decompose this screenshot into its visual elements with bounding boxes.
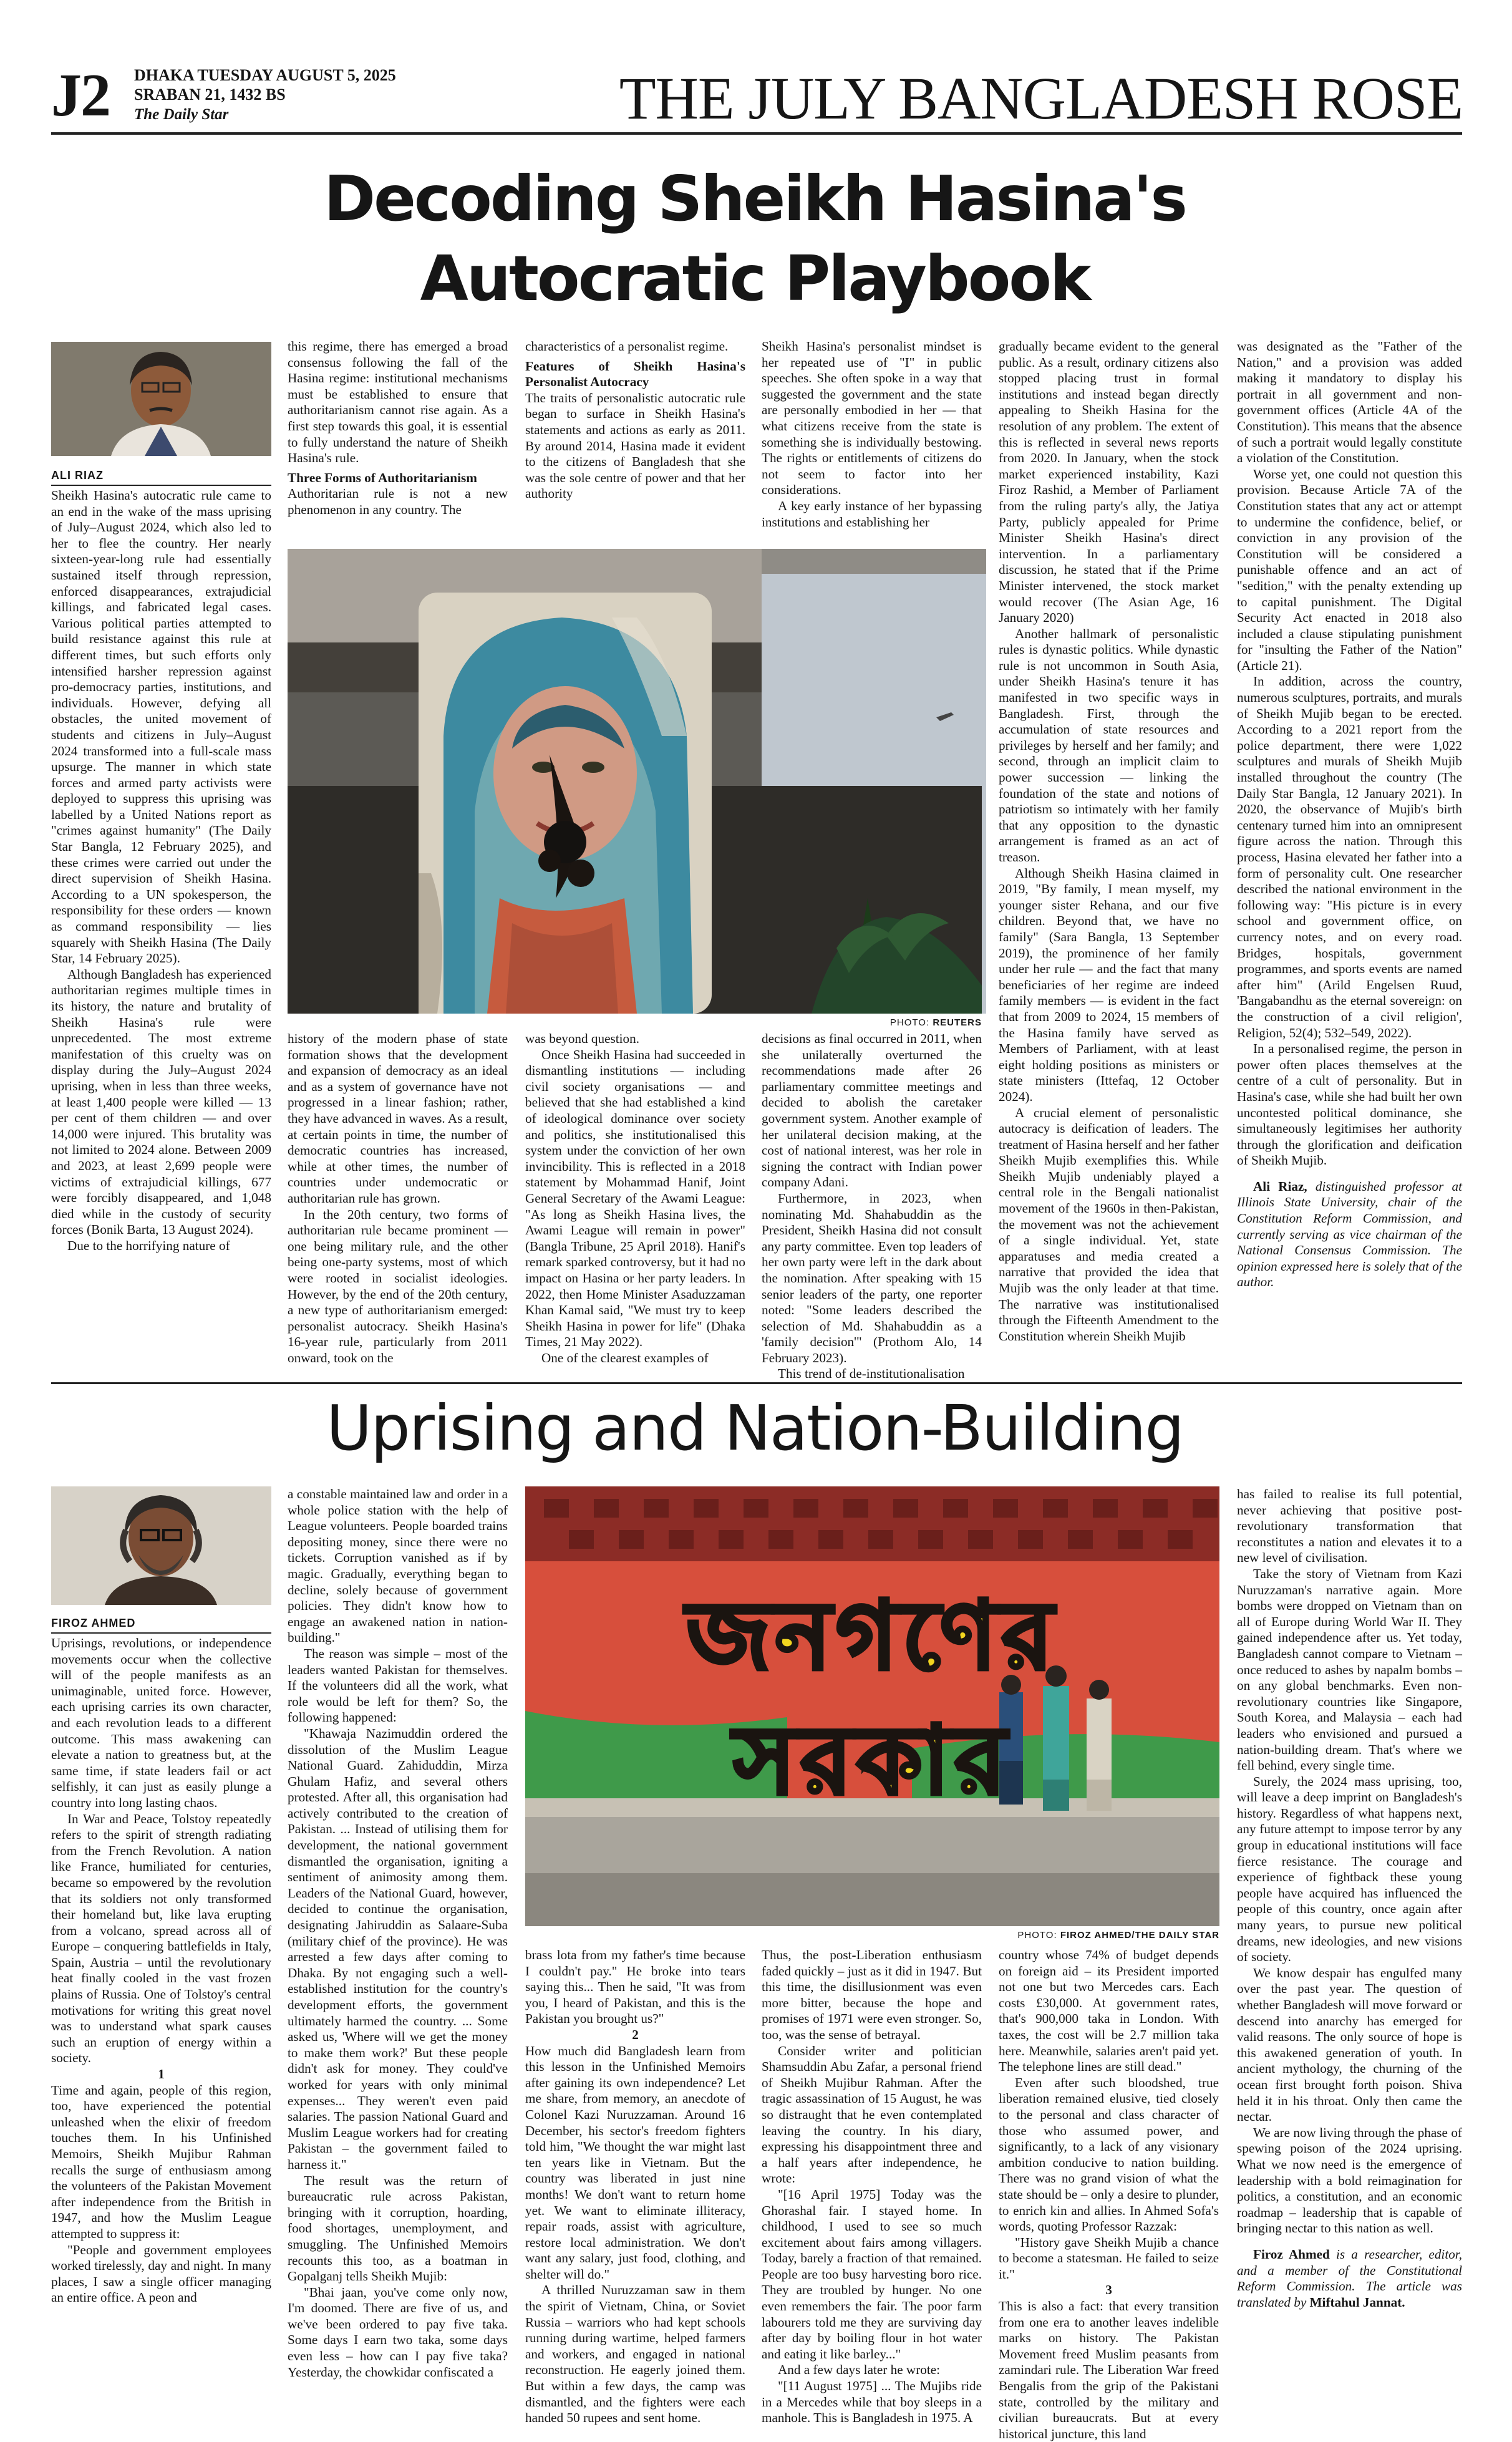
article2-paragraph: "[16 April 1975] Today was the Ghorashal fair. I stayed home. In childhood, I used to see so much excitement about fairs among villagers. Today, barely a fraction of that remained. People are too busy harvesting boro rice. They are troubled by hunger. No one even remembers the fair. The poor farm labourers told me they are surviving day after day by boiling flour in hot water and eating it like barley..." <box>762 2186 982 2362</box>
article1-column-6 <box>1237 339 1462 1377</box>
byline-rule-2 <box>51 1632 271 1634</box>
bio-name: Firoz Ahmed <box>1253 2246 1330 2262</box>
article2-paragraph: brass lota from my father's time because I couldn't pay." He broke into tears saying this... Then he said, "It was from you, I heard of Pakistan, and this is the Pakistan you brought us?" <box>525 1947 745 2027</box>
photo-credit-label: PHOTO: <box>889 1017 930 1028</box>
article2-headline: Uprising and Nation-Building <box>326 1392 1183 1465</box>
byline-rule-1 <box>51 485 271 486</box>
article1-column-4-top <box>762 339 982 545</box>
article1-column-5 <box>999 339 1219 1377</box>
photo-credit-source: FIROZ AHMED/THE DAILY STAR <box>1060 1930 1219 1941</box>
article2-paragraph: Even after such bloodshed, true liberation remained elusive, tied closely to the personal and class character of those who assumed power, and significantly, to a lack of any visionary ambition conducive to nation building. There was no grand vision of what the state should be – only a desire to plunder, to enrich kin and allies. In Ahmed Sofa's words, quoting Professor Razzak: <box>999 2075 1219 2234</box>
article2-paragraph: The result was the return of bureaucratic rule across Pakistan, bringing with it corruption, hoarding, food shortages, unemployment, and smuggling. The Unfinished Memoirs recounts this too, as a boatman in Gopalganj tells Sheikh Mujib: <box>288 2173 508 2284</box>
article2-paragraph: Consider writer and politician Shamsuddin Abu Zafar, a personal friend of Sheikh Mujibur Rahman. After the tragic assassination of 15 August, he was so distraught that he even contemplated leaving the country. In his diary, expressing his disappointment three and a half years after independence, he wrote: <box>762 2043 982 2186</box>
mural-bengali-text: জনগণের সরকার <box>686 1582 1059 1815</box>
article1-subhead: Three Forms of Authoritarianism <box>288 470 477 485</box>
article2-paragraph: Take the story of Vietnam from Kazi Nuruzzaman's narrative again. More bombs were dropped on Vietnam than on all of Europe during World War II. They gained independence after us. Yet today, Bangladesh cannot compare to Vietnam – once reduced to ashes by napalm bombs – on any global benchmarks. Even non-revolutionary countries like Singapore, South Korea, and Malaysia – each had leaders who envisioned and pursued a nation-building dream. That's where we fell behind, every single time. <box>1237 1566 1462 1773</box>
article1-column-4-bottom <box>762 1031 982 1382</box>
author-photo-firoz-ahmed <box>51 1486 271 1605</box>
article1-headline <box>187 159 1322 319</box>
article1-photo-credit <box>880 1017 982 1028</box>
article1-paragraph: In the 20th century, two forms of authoritarian rule became prominent — one being military rule, and the other being one-party systems, most of which were rooted in socialist ideologies. However, by the end of the 20th century, a new type of authoritarianism emerged: personalist autocracy. Sheikh Hasina's 16-year rule, particularly from 2011 onward, took on the <box>288 1206 508 1365</box>
article1-paragraph: Sheikh Hasina's personalist mindset is her repeated use of "I" in public speeches. She often spoke in a way that suggested the government and the state are personally embodied in her — that what citizens receive from the state is something she is individually bestowing. The rights or entitlements of citizens do not seem to factor into her considerations. <box>762 339 982 498</box>
article1-paragraph: history of the modern phase of state formation shows that the development and expansion of democracy as an ideal and as a system of governance have not progressed in a linear fashion; rather, they have advanced in waves. As a result, at certain points in time, the number of democratic countries has increased, while at other times, the number of countries under undemocratic or authoritarian rule has grown. <box>288 1031 508 1206</box>
bs-date-line: SRABAN 21, 1432 BS <box>134 85 286 104</box>
article1-paragraph: Once Sheikh Hasina had succeeded in dismantling institutions — including civil society organisations — and believed that she had established a kind of ideological dominance over society and politics, she institutionalised this system under the conviction of her own invincibility. This is reflected in a 2018 statement by Mohammad Hanif, Joint General Secretary of the Awami League: "As long as Sheikh Hasina lives, the Awami League will remain in power" (Bangla Tribune, 25 April 2018). Hanif's remark sparked controversy, but it had no impact on Hasina or her party leaders. In 2022, then Home Minister Asaduzzaman Khan Kamal said, "We must try to keep Sheikh Hasina in power for life" (Dhaka Times, 21 May 2022). <box>525 1047 745 1350</box>
article2-paragraph: Surely, the 2024 mass uprising, too, will leave a deep imprint on Bangladesh's history. Regardless of what happens next, any future attempt to impose terror by any group in educational institutions will face fierce resistance. The courage and experience of fightback these young people have acquired has influenced the people of this country, once again after many years, to pursue new political dreams, new ideologies, and new visions of society. <box>1237 1773 1462 1965</box>
article1-paragraph: Sheikh Hasina's autocratic rule came to an end in the wake of the mass uprising of July–August 2024, which also led to her to flee the country. Her nearly sixteen-year-long rule had essentially sustained itself through repression, enforced disappearances, extrajudicial killings, and fabricated legal cases. Various political parties attempted to build resistance against this rule at different times, but such efforts only intensified harsher repression against pro-democracy parties, institutions, and individuals. However, defying all obstacles, the united movement of students and citizens in July–August 2024 transformed into a full-scale mass upsurge. The manner in which state forces and armed party activists were deployed to suppress this uprising was labelled by a United Nations report as "crimes against humanity" (The Daily Star Bangla, 12 February 2025), and these crimes were carried out under the direct supervision of Sheikh Hasina. According to a UN spokesperson, the responsibility for these orders — known as command responsibility — lies squarely with Sheikh Hasina (The Daily Star, 14 February 2025). <box>51 488 271 966</box>
headline-line-1: Decoding Sheikh Hasina's <box>324 162 1186 235</box>
bio-text: distinguished professor at Illinois State University, chair of the Constitution Reform Commission, and currently serving as vice chairman of the National Consensus Commission. The opinion expressed here is solely that of the author. <box>1237 1178 1462 1290</box>
article2-paragraph: a constable maintained law and order in a whole police station with the help of League volunteers. People boarded trains depositing money, since there were no tickets. Corruption vanished as if by magic. Gradually, everything began to decline, solely because of government policies. They didn't know how to engage an awakened nation in nation-building." <box>288 1486 508 1645</box>
article1-paragraph: Although Sheikh Hasina claimed in 2019, "By family, I mean myself, my younger sister Rehana, and our five children. Beyond that, we have no family" (Sara Bangla, 13 September 2019), the prominence of her family under her rule — and the fact that many beneficiaries of her regime are indeed family members — is evident in the fact that from 2009 to 2024, 15 members of the Hasina family have served as Members of Parliament, with at least eight holding positions as ministers or state ministers (Ittefaq, 12 October 2024). <box>999 865 1219 1104</box>
article1-paragraph: gradually became evident to the general public. As a result, ordinary citizens also stopped placing trust in formal institutions and instead began directly appealing to Sheikh Hasina for the resolution of any problem. The extent of this is reflected in several news reports from 2020. In January, when the stock market experienced instability, Kazi Firoz Rashid, a Member of Parliament from the ruling party's ally, the Jatiya Party, publicly appealed for Prime Minister Sheikh Hasina's direct intervention. In a parliamentary discussion, he stated that if the Prime Minister intervened, the stock market would recover (The Asian Age, 16 January 2020) <box>999 339 1219 626</box>
article2-column-4 <box>762 1947 982 2426</box>
article1-photo-defaced-mural <box>288 549 982 1014</box>
article1-paragraph: decisions as final occurred in 2011, when she unilaterally overturned the recommendations made after 26 parliamentary committee meetings and decided to abolish the caretaker government system. Another example of her unilateral decision making, at the cost of national interest, was her role in signing the contract with Indian power company Adani. <box>762 1031 982 1190</box>
article1-paragraph: was beyond question. <box>525 1031 640 1046</box>
masthead-rule <box>51 132 1462 135</box>
section-number: 1 <box>158 2066 165 2082</box>
article2-paragraph: "History gave Sheikh Mujib a chance to become a statesman. He failed to seize it." <box>999 2234 1219 2282</box>
bio-text: is a researcher, editor, and a member of the Constitutional Reform Commission. The article was translated by <box>1237 2246 1462 2310</box>
bio-translator: Miftahul Jannat. <box>1309 2294 1405 2310</box>
article2-paragraph: Time and again, people of this region, too, have experienced the potential unleashed when the elixir of freedom touches them. In his Unfinished Memoirs, Sheikh Mujibur Rahman recalls the surge of enthusiasm among the volunteers of the Pakistan Movement after independence from the British in 1947, and how the Muslim League attempted to suppress it: <box>51 2082 271 2241</box>
article1-column-3-bottom <box>525 1031 745 1377</box>
article2-paragraph: "Khawaja Nazimuddin ordered the dissolution of the Muslim League National Guard. Zahiduddin, Mirza Ghulam Hafiz, and several others protested. After all, this organisation had actively contributed to the creation of Pakistan. ... Instead of utilising them for development, the national government dismantled the organisation, igniting a sentiment of animosity among them. Leaders of the National Guard, however, decided to continue the organisation, designating Jahiruddin as Salaare-Suba (military chief of the province). He was arrested a few days after coming to Dhaka. By not engaging such a well-established institution for the country's development efforts, the government ultimately harmed the country. ... Some asked us, 'Where will we get the money to make them work?' But these people didn't ask for money. They could've worked for years with only minimal expenses... They weren't even paid salaries. The passion National Guard and Muslim League workers had for creating Pakistan – the government failed to harness it." <box>288 1725 508 2172</box>
article1-paragraph: this regime, there has emerged a broad consensus following the fall of the Hasina regime: institutional mechanisms must be established to ensure that authoritarianism cannot rise again. As a first step towards this goal, it is essential to fully understand the nature of Sheikh Hasina's rule. <box>288 339 508 466</box>
article1-paragraph: was designated as the "Father of the Nation," and a provision was added making it mandatory to display his portrait in all government and non-government offices (Article 4A of the Constitution). This means that the absence of such a portrait would legally constitute a violation of the Constitution. <box>1237 339 1462 466</box>
article1-paragraph: In addition, across the country, numerous sculptures, portraits, and murals of Sheikh Mujib began to be erected. According to a 2021 report from the police department, there were 1,022 sculptures and murals of Sheikh Mujib installed throughout the country (The Daily Star Bangla, 12 January 2021). In 2020, the observance of Mujib's birth centenary turned him into an omnipresent figure across the nation. Through this process, Hasina elevated her father into a form of personality cult. One researcher described the national environment in the following way: "His picture is in every school and government office, on currency notes, and on every road. Bridges, hospitals, government programmes, and sports events are named after him" (Arild Engelsen Ruud, 'Bangabandhu as the eternal sovereign: on the construction of a civil religion', Religion, 52(4); 532–549, 2022). <box>1237 674 1462 1040</box>
article1-paragraph: Due to the horrifying nature of <box>67 1238 230 1253</box>
author-byline-2: FIROZ AHMED <box>51 1617 136 1629</box>
section-divider <box>51 1382 1462 1384</box>
section-number: 2 <box>632 2027 639 2042</box>
article1-paragraph: The traits of personalistic autocratic rule began to surface in Sheikh Hasina's statements and actions as early as 2011. By around 2014, Hasina made it evident to the citizens of Bangladesh that she was the sole centre of power and that her authority <box>525 390 745 501</box>
article1-paragraph: A crucial element of personalistic autocracy is deification of leaders. The treatment of Hasina herself and her father Sheikh Mujib exemplifies this. While Sheikh Mujib undeniably played a central role in the Bengali nationalist movement of the 1960s in then-Pakistan, the movement was not the achievement of a single individual. Yet, state apparatuses and media created a narrative that provided the idea that Mujib was the only leader at that time. The narrative was institutionalised through the Fifteenth Amendment to the Constitution wherein Sheikh Mujib <box>999 1105 1219 1344</box>
article2-paragraph: "[11 August 1975] ... The Mujibs ride in a Mercedes while that boy sleeps in a manhole. This is Bangladesh in 1975. A <box>762 2378 982 2426</box>
article1-paragraph: characteristics of a personalist regime. <box>525 339 729 354</box>
article1-paragraph: Another hallmark of personalistic rules is dynastic politics. While dynastic rule is not uncommon in South Asia, under Sheikh Hasina's tenure it has manifested in two specific ways in Bangladesh. First, through the accumulation of state resources and privileges by herself and her family; and second, through an implicit claim to power succession — linking the foundation of the state and notions of patriotism so intimately with her family that any opposition to the dynastic arrangement is framed as an act of treason. <box>999 626 1219 865</box>
article1-subhead: Features of Sheikh Hasina's Personalist Autocracy <box>525 358 745 390</box>
article2-paragraph: has failed to realise its full potential, never achieving that positive post-revolutionary transformation that reconstitutes a nation and elevates it to a new level of civilisation. <box>1237 1486 1462 1566</box>
author-bio-1 <box>1237 1179 1462 1291</box>
article2-paragraph: And a few days later he wrote: <box>778 2362 941 2378</box>
article1-column-3-top <box>525 339 745 545</box>
article2-paragraph: Thus, the post-Liberation enthusiasm faded quickly – just as it did in 1947. But this time, the disillusionment was even more bitter, because the hope and promises of 1971 were even stronger. So, too, was the sense of betrayal. <box>762 1947 982 2042</box>
article2-column-5 <box>999 1947 1219 2441</box>
article1-paragraph: One of the clearest examples of <box>541 1350 709 1365</box>
article1-column-1 <box>51 488 271 1377</box>
article2-paragraph: A thrilled Nuruzzaman saw in them the spirit of Vietnam, China, or Soviet Russia – warriors who had kept schools running during wartime, helped farmers and workers, and engaged in national reconstruction. He eagerly joined them. But within a few days, the camp was dismantled, and the fighters were each handed 50 rupees and sent home. <box>525 2282 745 2426</box>
article2-paragraph: country whose 74% of budget depends on foreign aid – its President imported not one but two Mercedes cars. Each costs £30,000. At government rates, that's 900,000 taka in London. With taxes, the cost will be 2.7 million taka here. Meanwhile, salaries aren't paid yet. The telephone lines are still dead." <box>999 1947 1219 2075</box>
article2-paragraph: We know despair has engulfed many over the past year. The question of whether Bangladesh will move forward or descend into anarchy has emerged for valid reasons. The only source of hope is this awakened generation of youth. In ancient mythology, the churning of the ocean first brought forth poison. Shiva held it in his throat. Only then came the nectar. <box>1237 1965 1462 2125</box>
newspaper-logo: The Daily Star <box>134 106 229 123</box>
article2-paragraph: Uprisings, revolutions, or independence movements occur when the collective will of the people manifests as an unimaginable, united force. However, each uprising carries its own character, and each revolution leads to a different outcome. This mass awakening can elevate a nation to greatness but, at the same time, if state leaders fail or act selfishly, it can just as easily plunge a country into long lasting chaos. <box>51 1635 271 1810</box>
article2-paragraph: In War and Peace, Tolstoy repeatedly refers to the spirit of strength radiating from the French Revolution. A nation like France, humiliated for centuries, became so empowered by the revolution that its soldiers not only transformed their homeland but, like lava erupting from a volcano, spread across all of Europe – conquering battlefields in Italy, Spain, Austria – until the revolutionary heat finally cooled in the vast frozen plains of Russia. One of Tolstoy's central motivations for writing this great novel was to understand what spark causes such an eruption of energy within a society. <box>51 1811 271 2066</box>
section-title: THE JULY BANGLADESH ROSE <box>619 65 1463 132</box>
page-code: J2 <box>51 62 110 129</box>
article2-column-2 <box>288 1486 508 2380</box>
photo-credit-label: PHOTO: <box>1017 1930 1057 1941</box>
article2-paragraph: "Bhai jaan, you've come only now, I'm doomed. There are five of us, and we've been ordered to pay five taka. Some days I earn two taka, some days even less – how can I pay five taka? Yesterday, the chowkidar confiscated a <box>288 2284 508 2380</box>
article1-paragraph: Furthermore, in 2023, when nominating Md. Shahabuddin as the President, Sheikh Hasina did not consult any party committee. Even top leaders of her own party were left in the dark about the nomination. After speaking with 15 senior leaders of the party, one reporter noted: "Some leaders described the selection of Md. Shahabuddin as a 'family decision'" (Prothom Alo, 14 February 2023). <box>762 1190 982 1365</box>
article1-paragraph: A key early instance of her bypassing institutions and establishing her <box>762 498 982 530</box>
author-bio-2 <box>1237 2247 1462 2310</box>
article2-paragraph: We are now living through the phase of spewing poison of the 2024 uprising. What we now need is the emergence of leadership with a bold reimagination for politics, a constitution, and an economic roadmap – leadership that is capable of bringing nectar to this nation as well. <box>1237 2125 1462 2236</box>
article2-column-1 <box>51 1635 271 2309</box>
article1-paragraph: Although Bangladesh has experienced authoritarian regimes multiple times in its history, the nature and brutality of Sheikh Hasina's rule were unprecedented. The most extreme manifestation of this cruelty was on display during the July–August 2024 uprising, when in less than three weeks, at least 1,400 people were killed — 13 per cent of them children — and over 14,000 were injured. This brutality was not limited to 2024 alone. Between 2009 and 2023, at least 2,699 people were victims of extrajudicial killings, 677 were forcibly disappeared, and 1,048 died while in the custody of security forces (Bonik Barta, 13 August 2024). <box>51 966 271 1238</box>
article1-paragraph: Worse yet, one could not question this provision. Because Article 7A of the Constitution states that any act or attempt to undermine the confidence, belief, or conviction in any provision of the Constitution will be considered a punishable offence and an act of "sedition," with the penalty extending up to capital punishment. The Digital Security Act enacted in 2018 also included a clause stipulating punishment for "insulting the Father of the Nation" (Article 21). <box>1237 466 1462 673</box>
headline-line-2: Autocratic Playbook <box>420 242 1090 315</box>
date-line: DHAKA TUESDAY AUGUST 5, 2025 <box>134 66 396 84</box>
article2-column-6 <box>1237 1486 1462 2309</box>
article2-paragraph: "People and government employees worked tirelessly, day and night. In many places, I saw a single officer managing an entire office. A peon and <box>51 2242 271 2305</box>
article1-paragraph: In a personalised regime, the person in power often places themselves at the centre of a cult of personality. But in Hasina's case, while she had built her own uncontested political dominance, she simultaneously legitimises her authority through the glorification and deification of Sheikh Mujib. <box>1237 1041 1462 1168</box>
section-number: 3 <box>1105 2282 1112 2298</box>
article1-column-2-top <box>288 339 508 545</box>
article1-column-2-bottom <box>288 1031 508 1377</box>
article1-paragraph: This trend of de-institutionalisation <box>778 1366 965 1382</box>
author-photo-ali-riaz <box>51 342 271 456</box>
article2-paragraph: How much did Bangladesh learn from this lesson in the Unfinished Memoirs after gaining its own independence? Let me share, from memory, an anecdote of Colonel Kazi Nuruzzaman. Around 16 December, his sector's freedom fighters told him, "We thought the war might last ten years like in Vietnam. But the country was liberated in just nine months! We don't want to return home yet. We want to eliminate illiteracy, repair roads, assist with agriculture, restore local administration. We don't want any salary, just food, clothing, and shelter will do." <box>525 2043 745 2282</box>
article2-photo-credit <box>873 1930 1219 1941</box>
article2-paragraph: This is also a fact: that every transition from one era to another leaves indelible marks on history. The Pakistan Movement freed Muslim peasants from zamindari rule. The Liberation War freed Bengalis from the grip of the Pakistani state, controlled by the military and civilian bureaucrats. But at every historical juncture, this land <box>999 2299 1219 2441</box>
author-byline-1: ALI RIAZ <box>51 469 104 482</box>
article1-paragraph: Authoritarian rule is not a new phenomenon in any country. The <box>288 486 508 517</box>
bio-name: Ali Riaz, <box>1253 1178 1307 1194</box>
article2-paragraph: The reason was simple – most of the leaders wanted Pakistan for themselves. If the volunteers did all the work, what role would be left for them? So, the following happened: <box>288 1645 508 1725</box>
article2-column-3 <box>525 1947 745 2426</box>
article2-photo-mural <box>525 1486 1219 1926</box>
photo-credit-source: REUTERS <box>933 1017 982 1028</box>
